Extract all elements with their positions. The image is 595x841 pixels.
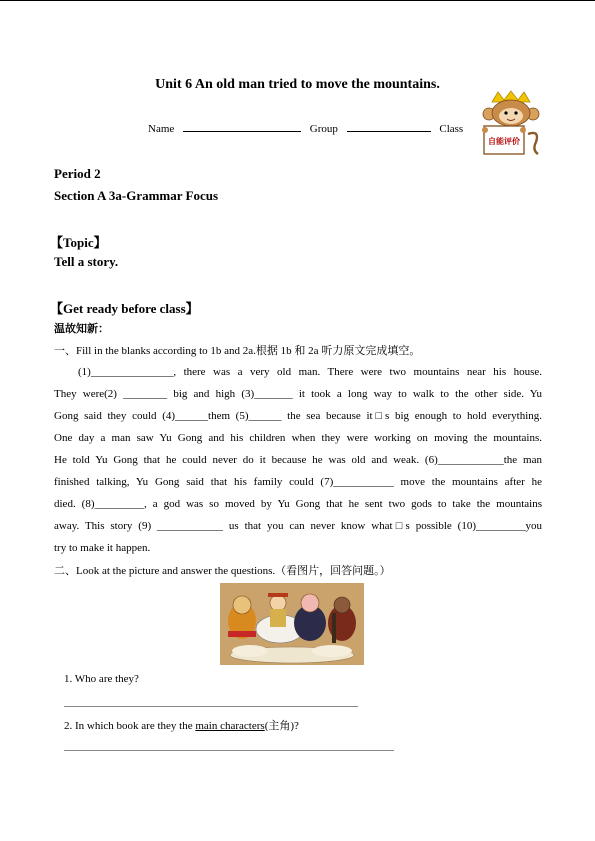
part-two-instruction: 二、Look at the picture and answer the questions.（看图片，回答问题。） xyxy=(54,565,391,577)
paragraph-line: try to make it happen. xyxy=(54,542,151,554)
paragraph-line: finished talking, Yu Gong said that his family could (7)___________ move the mountains after he xyxy=(54,476,542,488)
question-two-suffix: (主角)? xyxy=(264,720,299,732)
page-top-rule xyxy=(0,0,595,1)
paragraph-line: away. This story (9) ____________ us that you can never know what□s possible (10)_________you xyxy=(54,520,542,532)
answer-line-two[interactable] xyxy=(64,750,394,751)
paragraph-line: He told Yu Gong that he could never do it because he was old and weak. (6)____________the man xyxy=(54,454,542,466)
period-heading: Period 2 xyxy=(54,166,101,181)
fill-in-paragraph xyxy=(54,361,542,559)
part-one-instruction: 一、Fill in the blanks according to 1b and 2a.根据 1b 和 2a 听力原文完成填空。 xyxy=(54,345,421,357)
section-heading: Section A 3a-Grammar Focus xyxy=(54,188,219,203)
answer-line-one[interactable] xyxy=(64,706,358,707)
paragraph-line: (1)_______________, there was a very old man. There were two mountains near his house. xyxy=(78,366,542,378)
mascot-sign-text: 自能评价 xyxy=(488,137,520,146)
topic-text: Tell a story. xyxy=(54,254,119,269)
question-two-prefix: 2. In which book are they the xyxy=(64,720,196,732)
page-title: Unit 6 An old man tried to move the mountains. xyxy=(155,77,440,92)
paragraph-line: died. (8)_________, a god was so moved by Yu Gong that he sent two gods to take the mountains xyxy=(54,498,542,510)
name-blank[interactable] xyxy=(183,122,301,132)
paragraph-line: One day a man saw Yu Gong and his children when they were working on moving the mountains. xyxy=(54,432,542,444)
get-ready-heading: 【Get ready before class】 xyxy=(50,301,199,316)
topic-heading: 【Topic】 xyxy=(50,235,107,250)
paragraph-line: They were(2) ________ big and high (3)_______ it took a long way to walk to the other side. Yu xyxy=(54,388,542,400)
class-label: Class xyxy=(439,123,464,135)
question-two-underlined: main characters xyxy=(195,720,265,732)
paragraph-line: Gong said they could (4)______them (5)______ the sea because it□s big enough to hold everything. xyxy=(54,410,542,422)
group-label: Group xyxy=(309,123,338,135)
question-one: 1. Who are they? xyxy=(64,673,139,685)
name-group-class-row xyxy=(148,122,463,135)
journey-to-the-west-picture xyxy=(220,583,364,665)
group-blank[interactable] xyxy=(347,122,431,132)
name-label: Name xyxy=(148,123,175,135)
monkey-mascot-icon xyxy=(478,90,544,158)
question-two xyxy=(64,717,299,733)
review-label: 温故知新： xyxy=(54,323,109,335)
